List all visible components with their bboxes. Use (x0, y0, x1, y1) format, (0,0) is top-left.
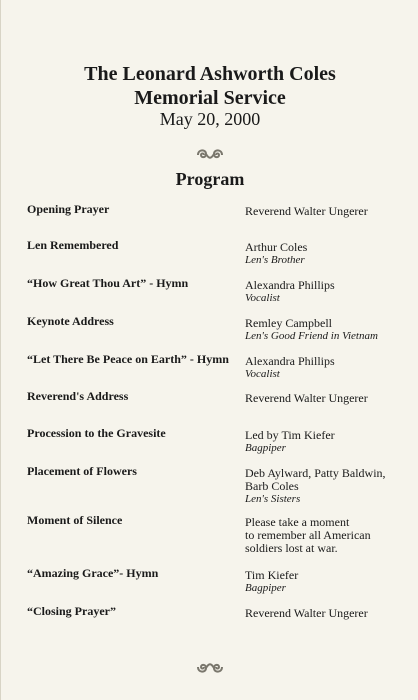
performer-line: to remember all American (245, 528, 371, 542)
title-line-1: The Leonard Ashworth Coles (84, 63, 336, 85)
performer-line: Reverend Walter Ungerer (245, 204, 368, 218)
performer-line: Reverend Walter Ungerer (245, 391, 368, 405)
service-date: May 20, 2000 (159, 109, 261, 129)
program-heading: Program (175, 169, 245, 189)
program-item: “Let There Be Peace on Earth” - Hymn (27, 352, 229, 366)
program-item: Moment of Silence (27, 513, 123, 527)
program-item: “Closing Prayer” (27, 604, 116, 618)
program-performer (245, 355, 413, 381)
program-item: Keynote Address (27, 314, 114, 328)
performer-line: soldiers lost at war. (245, 541, 338, 555)
program-item: Opening Prayer (27, 202, 110, 216)
program-item: Len Remembered (27, 238, 119, 252)
program-item: Procession to the Gravesite (27, 426, 166, 440)
program-performer (245, 607, 413, 620)
performer-line: Deb Aylward, Patty Baldwin, (245, 466, 386, 480)
program-item: Reverend's Address (27, 389, 129, 403)
performer-line: Led by Tim Kiefer (245, 428, 335, 442)
performer-line: Please take a moment (245, 515, 350, 529)
performer-role: Bagpiper (245, 582, 286, 594)
performer-line: Alexandra Phillips (245, 354, 335, 368)
flourish-ornament-icon (1, 146, 418, 165)
performer-line: Reverend Walter Ungerer (245, 606, 368, 620)
program-performer (245, 317, 413, 343)
program-performer (245, 205, 413, 218)
performer-line: Remley Campbell (245, 316, 332, 330)
performer-role: Len's Sisters (245, 493, 301, 505)
performer-line: Alexandra Phillips (245, 278, 335, 292)
performer-line: Arthur Coles (245, 240, 308, 254)
performer-role: Vocalist (245, 292, 280, 304)
flourish-ornament-icon (1, 660, 418, 679)
program-item: “How Great Thou Art” - Hymn (27, 276, 189, 290)
performer-role: Len's Brother (245, 254, 305, 266)
program-performer (245, 279, 413, 305)
program-performer (245, 569, 413, 595)
program-performer (245, 241, 413, 267)
performer-role: Bagpiper (245, 442, 286, 454)
performer-line: Tim Kiefer (245, 568, 299, 582)
program-item: “Amazing Grace”- Hymn (27, 566, 159, 580)
performer-line: Barb Coles (245, 479, 299, 493)
performer-role: Len's Good Friend in Vietnam (245, 330, 378, 342)
program-item: Placement of Flowers (27, 464, 137, 478)
program-performer (245, 392, 413, 405)
title-line-2: Memorial Service (134, 87, 286, 109)
program-performer (245, 429, 413, 455)
program-performer (245, 516, 413, 555)
program-performer (245, 467, 413, 506)
performer-role: Vocalist (245, 368, 280, 380)
